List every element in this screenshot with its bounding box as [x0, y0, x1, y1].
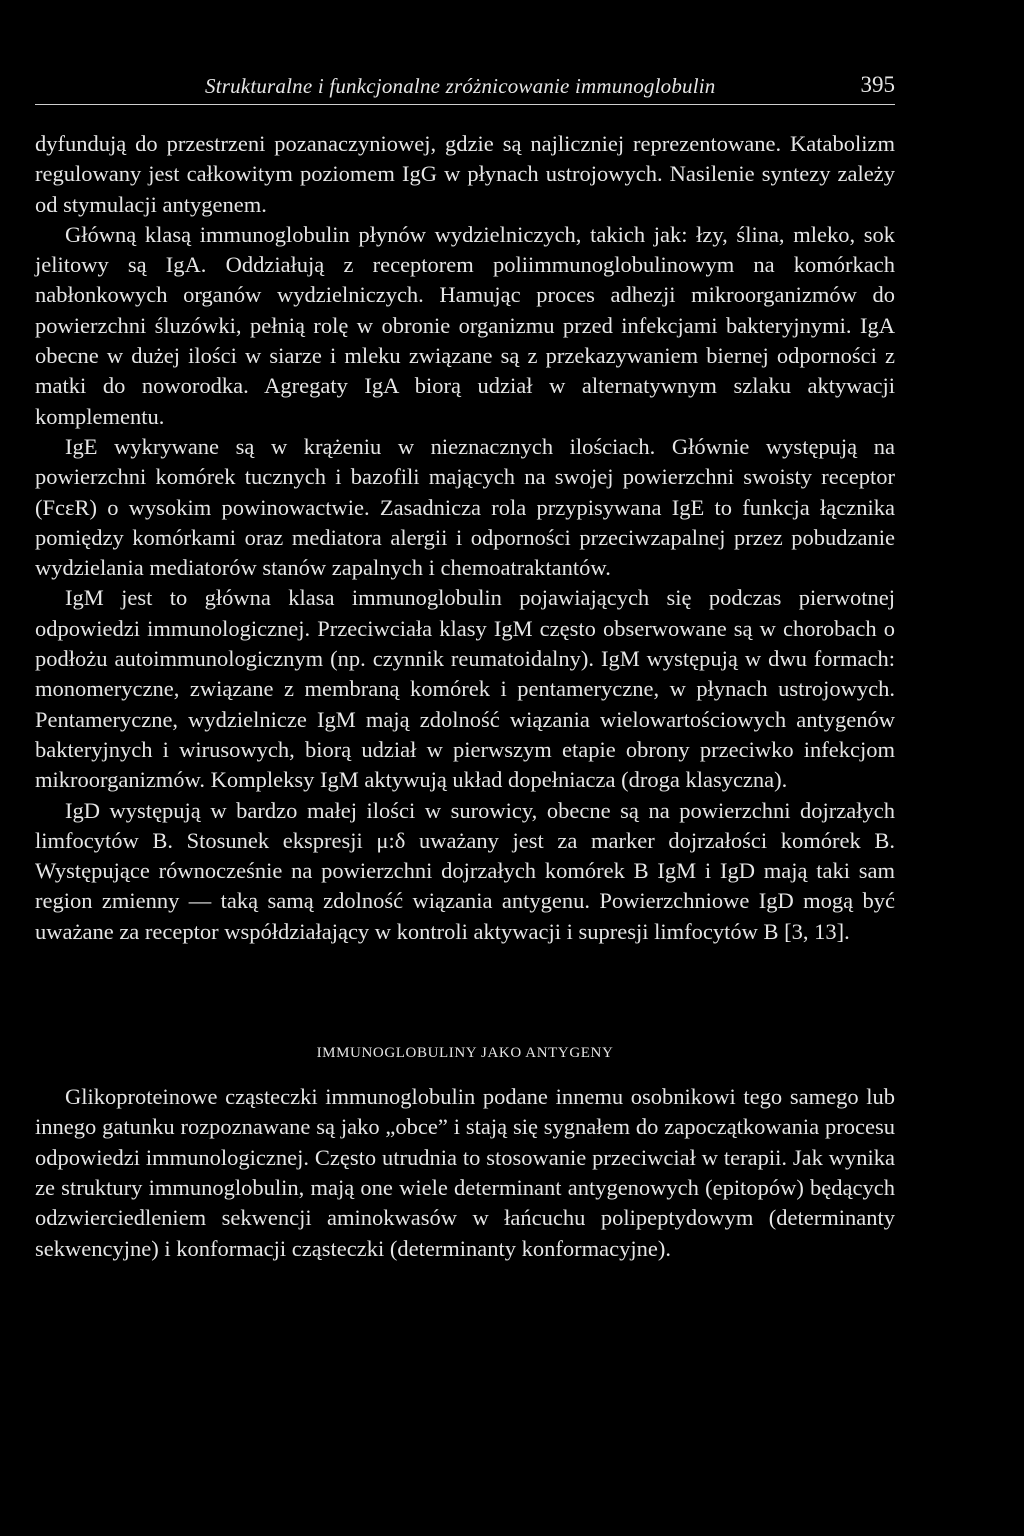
running-title: Strukturalne i funkcjonalne zróżnicowanie immunoglobulin [205, 74, 716, 98]
paragraph-continuation: dyfundują do przestrzeni pozanaczyniowej, gdzie są najliczniej reprezentowane. Katabolizm regulowany jest całkowitym poziomem IgG w płynach ustrojowych. Nasilenie syntezy zależy od stymulacji antygenem. [35, 131, 895, 217]
paragraph-ige: IgE wykrywane są w krążeniu w nieznacznych ilościach. Głównie występują na powierzchni komórek tucznych i bazofili mających na swojej powierzchni swoisty receptor (FcεR) o wysokim powinowactwie. Zasadnicza rola przypisywana IgE to funkcja łącznika pomiędzy komórkami oraz mediatora alergii i odporności przeciwzapalnej przez pobudzanie wydzielania mediatorów stanów zapalnych i chemoatraktantów. [35, 433, 895, 581]
body-text [35, 129, 895, 947]
paragraph-igd: IgD występują w bardzo małej ilości w surowicy, obecne są na powierzchni dojrzałych limfocytów B. Stosunek ekspresji μ:δ uważany jest za marker dojrzałości komórek B. Występujące równocześnie na powierzchni dojrzałych komórek B IgM i IgD mają taki sam region zmienny — taką samą zdolność wiązania antygenu. Powierzchniowe IgD mogą być uważane za receptor współdziałający w kontroli aktywacji i supresji limfocytów B [3, 13]. [35, 797, 895, 944]
section-paragraph: Glikoproteinowe cząsteczki immunoglobulin podane innemu osobnikowi tego samego lub innego gatunku rozpoznawane są jako „obce” i stają się sygnałem do zapoczątkowania procesu odpowiedzi immunologicznej. Często utrudnia to stosowanie przeciwciał w terapii. Jak wynika ze struktury immunoglobulin, mają one wiele determinant antygenowych (epitopów) będących odzwierciedleniem sekwencji aminokwasów w łańcuchu polipeptydowym (determinanty sekwencyjne) i konformacji cząsteczki (determinanty konformacyjne). [35, 1084, 895, 1261]
page-number: 395 [860, 72, 895, 97]
section-text [35, 1082, 895, 1264]
page [35, 70, 895, 1264]
paragraph-igm: IgM jest to główna klasa immunoglobulin pojawiających się podczas pierwotnej odpowiedzi immunologicznej. Przeciwciała klasy IgM często obserwowane są w chorobach o podłożu autoimmunologicznym (np. czynnik reumatoidalny). IgM występują w dwu formach: monomeryczne, związane z membraną komórek i pentameryczne, w płynach ustrojowych. Pentameryczne, wydzielnicze IgM mają zdolność wiązania wielowartościowych antygenów bakteryjnych i wirusowych, biorą udział w pierwszym etapie obrony przeciwko infekcjom mikroorganizmów. Kompleksy IgM aktywują układ dopełniacza (droga klasyczna). [35, 585, 895, 793]
section-heading: IMMUNOGLOBULINY JAKO ANTYGENY [316, 1045, 614, 1062]
running-head [35, 70, 895, 105]
paragraph-iga: Główną klasą immunoglobulin płynów wydzielniczych, takich jak: łzy, ślina, mleko, sok jelitowy są IgA. Oddziałują z receptorem poliimmunoglobulinowym na komórkach nabłonkowych organów wydzielniczych. Hamując proces adhezji mikroorganizmów do powierzchni śluzówki, pełnią rolę w obronie organizmu przed infekcjami bakteryjnymi. IgA obecne w dużej ilości w siarze i mleku związane są z przekazywaniem biernej odporności z matki do noworodka. Agregaty IgA biorą udział w alternatywnym szlaku aktywacji komplementu. [35, 221, 895, 429]
